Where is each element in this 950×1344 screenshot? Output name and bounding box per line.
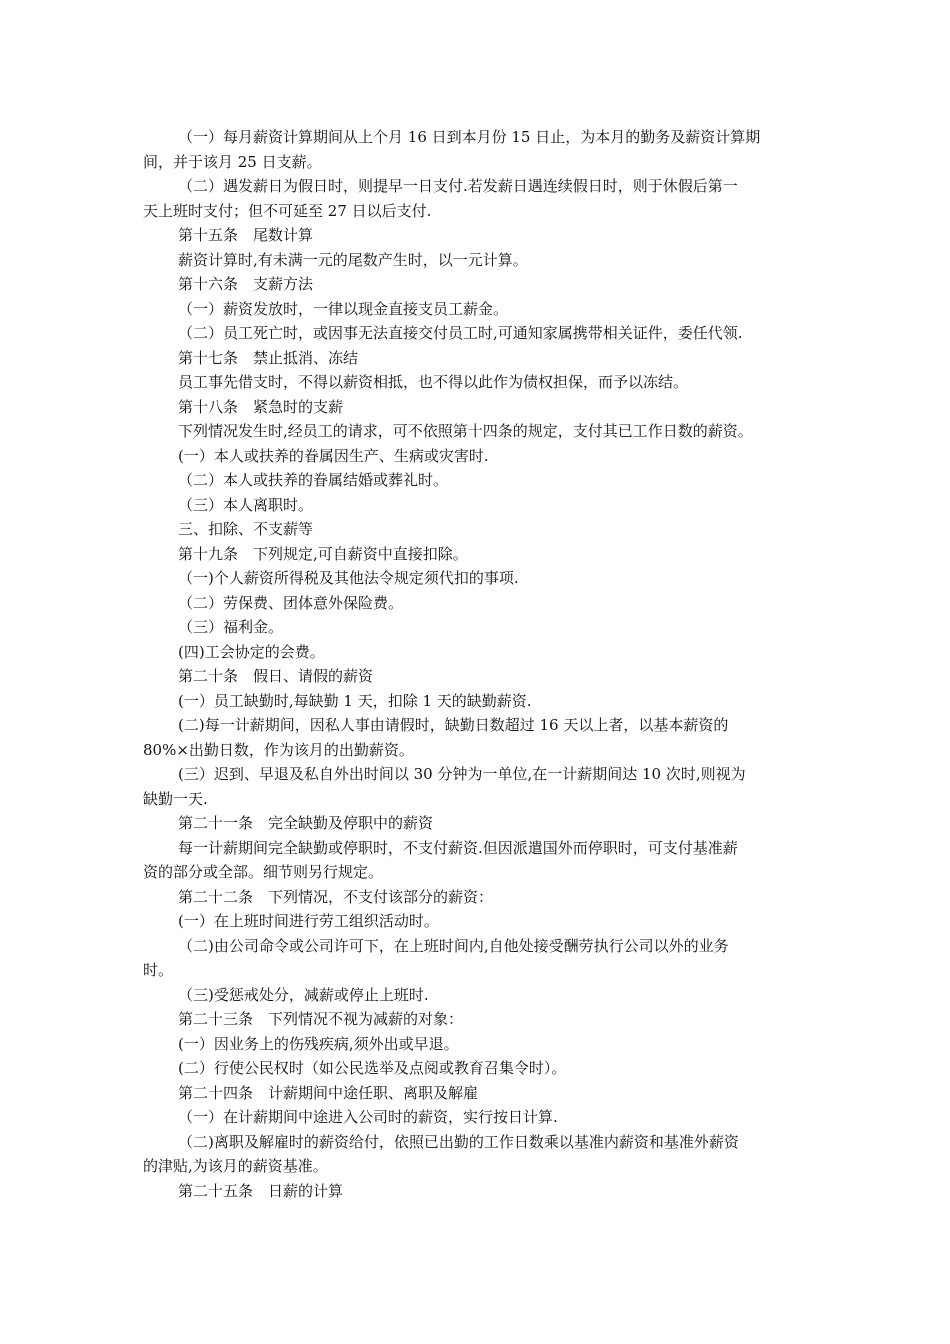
text-line: （一）薪资发放时，一律以现金直接支员工薪金。 [178, 299, 509, 318]
text-line: (二）行使公民权时（如公民选举及点阅或教育召集令时）。 [178, 1059, 567, 1077]
text-line: （二）遇发薪日为假日时，则提早一日支付.若发薪日遇连续假日时，则于休假后第一 [178, 177, 738, 195]
text-line: （二）劳保费、团体意外保险费。 [178, 593, 404, 612]
text-line: 天上班时支付；但不可延至 27 日以后支付. [143, 201, 432, 220]
text-line: 三、扣除、不支薪等 [178, 520, 314, 538]
text-line: (一）因业务上的伤残疾病,须外出或早退。 [178, 1034, 459, 1053]
text-line: 第十七条 禁止抵消、冻结 [178, 348, 359, 367]
text-line: 第二十条 假日、请假的薪资 [178, 667, 374, 685]
text-line: （二)离职及解雇时的薪资给付，依照已出勤的工作日数乘以基准内薪资和基准外薪资 [178, 1132, 739, 1151]
text-line: (四)工会协定的会费。 [178, 642, 325, 661]
text-line: 80%×出勤日数，作为该月的出勤薪资。 [143, 740, 414, 759]
text-line: 第十六条 支薪方法 [178, 275, 314, 293]
text-line: （三)受惩戒处分，减薪或停止上班时. [178, 985, 429, 1004]
text-line: （一)个人薪资所得税及其他法令规定须代扣的事项. [178, 569, 519, 587]
text-line: 第二十四条 计薪期间中途任职、离职及解雇 [178, 1083, 479, 1102]
text-line: 第二十三条 下列情况不视为减薪的对象： [178, 1010, 464, 1028]
text-line: 薪资计算时,有未满一元的尾数产生时，以一元计算。 [178, 250, 528, 269]
text-line: 第十九条 下列规定,可自薪资中直接扣除。 [178, 544, 468, 563]
text-line: 第二十一条 完全缺勤及停职中的薪资 [178, 814, 434, 832]
text-line: 间，并于该月 25 日支薪。 [143, 152, 322, 171]
text-line: （三）本人离职时。 [178, 495, 314, 514]
text-line: (一）本人或扶养的眷属因生产、生病或灾害时. [178, 446, 489, 465]
text-line: （一）每月薪资计算期间从上个月 16 日到本月份 15 日止，为本月的勤务及薪资计算期 [178, 128, 761, 146]
text-line: 第十八条 紧急时的支薪 [178, 397, 344, 416]
document-body [143, 125, 823, 1203]
text-line: 员工事先借支时，不得以薪资相抵，也不得以此作为债权担保，而予以冻结。 [178, 373, 689, 391]
text-line: 第十五条 尾数计算 [178, 226, 314, 244]
text-line: 下列情况发生时,经员工的请求，可不依照第十四条的规定，支付其已工作日数的薪资。 [178, 422, 753, 440]
text-line: 缺勤一天. [143, 789, 208, 808]
text-line: （三）福利金。 [178, 618, 284, 636]
text-line: 第二十二条 下列情况，不支付该部分的薪资： [178, 887, 494, 906]
text-line: （二）员工死亡时，或因事无法直接交付员工时,可通知家属携带相关证件，委任代领. [178, 324, 743, 342]
text-line: （二）本人或扶养的眷属结婚或葬礼时。 [178, 471, 449, 489]
text-line: （一）在计薪期间中途进入公司时的薪资，实行按日计算. [178, 1108, 558, 1126]
text-line: 每一计薪期间完全缺勤或停职时，不支付薪资.但因派遣国外而停职时，可支付基准薪 [178, 838, 738, 857]
text-line: (一）在上班时间进行劳工组织活动时。 [178, 912, 439, 930]
text-line: 的津贴,为该月的薪资基准。 [143, 1157, 328, 1175]
text-line: 资的部分或全部。细节则另行规定。 [143, 863, 384, 881]
text-line: 第二十五条 日薪的计算 [178, 1181, 344, 1200]
text-line: (二)每一计薪期间，因私人事由请假时，缺勤日数超过 16 天以上者，以基本薪资的 [178, 716, 729, 734]
text-line: 时。 [143, 961, 174, 979]
text-line: (三）迟到、早退及私自外出时间以 30 分钟为一单位,在一计薪期间达 10 次时,则视为 [178, 765, 746, 783]
text-line: (一）员工缺勤时,每缺勤 1 天，扣除 1 天的缺勤薪资. [178, 691, 532, 710]
text-line: （二)由公司命令或公司许可下，在上班时间内,自他处接受酬劳执行公司以外的业务 [178, 936, 729, 955]
